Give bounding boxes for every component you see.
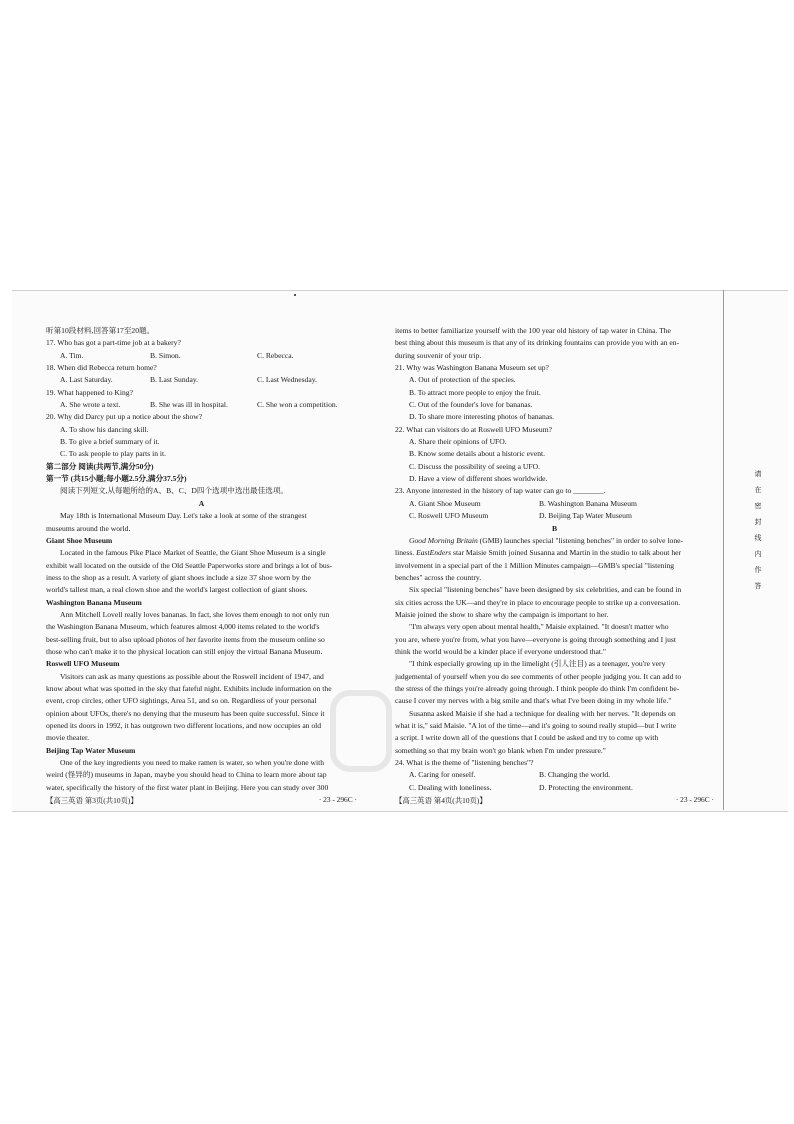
q23-option-b: B. Washington Banana Museum [539, 498, 637, 508]
water-cont-line-3: during souvenir of your trip. [395, 350, 482, 360]
show-title: Good Morning Britain [409, 535, 478, 545]
heading-tap-water: Beijing Tap Water Museum [46, 745, 136, 755]
q24-option-c: C. Dealing with loneliness. [409, 782, 492, 792]
water-cont-line-2: best thing about this museum is that any of its drinking fountains can provide you with an en- [395, 338, 680, 348]
q20-option-a: A. To show his dancing skill. [60, 424, 149, 434]
b-para3-line-1: "I'm always very open about mental health," Maisie explained. "It doesn't matter who [409, 622, 669, 632]
right-footer [395, 795, 714, 806]
q18-options [46, 374, 357, 386]
b-para1-text-c: star Maisie Smith joined Susanna and Martin in the studio to talk about her [451, 548, 682, 558]
b-para4-line-2: judgemental of yourself when you do see comments of other people judging you. It can add to [395, 671, 682, 681]
part2-title: 第二部分 阅读(共两节,满分50分) [46, 461, 154, 471]
shoe-line-2: exhibit wall located on the outside of the Old Seattle Paperworks store and brings a lot of bus- [46, 560, 333, 570]
listening-intro: 听第10段材料,回答第17至20题。 [46, 326, 155, 335]
q17-option-b: B. Simon. [150, 350, 181, 360]
q21-option-c: C. Out of the founder's love for bananas. [409, 400, 533, 410]
reading-instruction: 阅读下列短文,从每题所给的A、B、C、D四个选项中选出最佳选项。 [60, 486, 289, 496]
q19-option-b: B. She was ill in hospital. [150, 400, 228, 410]
b-para4-line-1: "I think especially growing up in the limelight (引人注目) as a teenager, you're very [409, 659, 666, 669]
b-para3-line-3: think the world would be a kinder place if everyone understood that." [395, 646, 607, 656]
shoe-line-1: Located in the famous Pike Place Market of Seattle, the Giant Shoe Museum is a single [60, 548, 326, 558]
question-19: 19. What happened to King? [46, 387, 133, 397]
question-23: 23. Anyone interested in the history of tap water can go to ________. [395, 486, 606, 496]
b-para3-line-2: you are, where you're from, what you have—everyone is going through something and I just [395, 634, 677, 644]
left-column [46, 325, 357, 794]
q22-option-a: A. Share their opinions of UFO. [409, 437, 507, 447]
b-para1-line-2 [395, 547, 714, 559]
q22-option-d: D. Have a view of different shoes worldwide. [409, 474, 548, 484]
heading-banana: Washington Banana Museum [46, 597, 142, 607]
q18-option-b: B. Last Sunday. [150, 375, 199, 385]
banana-line-4: those who can't make it to the physical location can still enjoy the virtual Banana Museum. [46, 646, 323, 656]
q23-option-d: D. Beijing Tap Water Museum [539, 511, 632, 521]
ufo-line-4: opinion about UFOs, there's no denying that the museum has been quite successful. Since it [46, 708, 325, 718]
seal-char: 请 [754, 470, 762, 478]
intro-line-1: May 18th is International Museum Day. Let's take a look at some of the strangest [60, 511, 307, 521]
question-21: 21. Why was Washington Banana Museum set up? [395, 363, 549, 373]
b-para2-line-2: six cities across the UK—and they're in place to encourage people to strike up a conversation. [395, 597, 681, 607]
water-cont-line-1: items to better familiarize yourself with the 100 year old history of tap water in China. The [395, 326, 671, 335]
q18-option-c: C. Last Wednesday. [257, 375, 317, 385]
q22-option-b: B. Know some details about a historic event. [409, 449, 546, 459]
intro-line-2: museums around the world. [46, 523, 131, 533]
q21-option-a: A. Out of protection of the species. [409, 375, 516, 385]
question-20: 20. Why did Darcy put up a notice about the show? [46, 412, 203, 422]
right-page-code: · 23 - 296C · [675, 795, 714, 804]
seal-char: 封 [754, 518, 762, 526]
q23-options-row-1 [395, 498, 714, 510]
q24-options-row-2 [395, 782, 714, 794]
left-footer [46, 795, 357, 806]
left-page-label: 【高三英语 第3页(共10页)】 [46, 796, 138, 805]
shoe-line-3: iness to the shop as a result. A variety of giant shoes include a size 37 shoe worn by the [46, 572, 311, 582]
b-para4-line-3: the stress of the things you're already going through. I think people do think I'm confident be- [395, 683, 680, 693]
b-para2-line-3: Maisie joined the show to share why the campaign is important to her. [395, 609, 609, 619]
q20-option-c: C. To ask people to play parts in it. [60, 449, 167, 459]
question-18: 18. When did Rebecca return home? [46, 363, 157, 373]
q17-options [46, 350, 357, 362]
b-para5-line-3: a script. I write down all of the questions that I could be asked and try to come up with [395, 733, 659, 743]
q24-options-row-1 [395, 769, 714, 781]
b-para5-line-4: something so that my brain won't go blank when I'm under pressure." [395, 745, 606, 755]
seal-char: 线 [754, 534, 762, 542]
b-para1-line-4: benches" across the country. [395, 572, 482, 582]
seal-char: 答 [754, 582, 762, 590]
left-page-code: · 23 - 296C · [318, 795, 357, 804]
q18-option-a: A. Last Saturday. [60, 375, 113, 385]
scan-speck [294, 294, 296, 296]
question-24: 24. What is the theme of "listening benches"? [395, 758, 534, 768]
q19-options [46, 399, 357, 411]
shoe-line-4: world's tallest man, a real clown shoe and the world's largest collection of giant shoes. [46, 585, 308, 595]
section1-title: 第一节 (共15小题;每小题2.5分,满分37.5分) [46, 474, 187, 484]
right-column [395, 325, 714, 794]
seal-char: 内 [754, 550, 762, 558]
question-22: 22. What can visitors do at Roswell UFO Museum? [395, 424, 552, 434]
q19-option-c: C. She won a competition. [257, 400, 338, 410]
show-title-2: EastEnders [416, 548, 452, 558]
b-para5-line-2: what it is," said Maisie. "A lot of the time—and it's going to sound really stupid—but I write [395, 721, 677, 730]
water-line-2: weird (怪异的) museums in Japan, maybe you should head to China to learn more about tap [46, 770, 327, 780]
banana-line-1: Ann Mitchell Lovell really loves bananas. In fact, she loves them enough to not only run [60, 609, 330, 619]
ufo-line-5: opened its doors in 1992, it has outgrown two different locations, and now occupies an old [46, 721, 322, 730]
b-para4-line-4: cause I cover my nerves with a big smile and that's what I've been doing in my whole life." [395, 696, 672, 706]
heading-giant-shoe: Giant Shoe Museum [46, 535, 113, 545]
seal-line [723, 290, 724, 810]
q23-options-row-2 [395, 510, 714, 522]
q22-option-c: C. Discuss the possibility of seeing a UFO. [409, 461, 540, 471]
question-17: 17. Who has got a part-time job at a bakery? [46, 338, 181, 348]
q17-option-a: A. Tim. [60, 350, 84, 360]
seal-char: 在 [754, 486, 762, 494]
b-para5-line-1: Susanna asked Maisie if she had a technique for dealing with her nerves. "It depends on [409, 708, 676, 718]
passage-a-label: A [198, 498, 205, 508]
q23-option-a: A. Giant Shoe Museum [409, 498, 481, 508]
seal-char: 作 [754, 566, 762, 574]
q21-option-d: D. To share more interesting photos of bananas. [409, 412, 555, 422]
banana-line-2: the Washington Banana Museum, which features almost 4,000 items related to the world's [46, 622, 320, 632]
banana-line-3: best-selling fruit, but to also upload photos of her favorite items from the museum online so [46, 634, 325, 644]
seal-line-notice [753, 466, 763, 594]
q19-option-a: A. She wrote a text. [60, 400, 121, 410]
q24-option-b: B. Changing the world. [539, 770, 611, 780]
q24-option-d: D. Protecting the environment. [539, 782, 633, 792]
b-para1-line-3: involvement in a special part of the 1 Million Minutes campaign—GMB's special "listening [395, 560, 675, 570]
ufo-line-6: movie theater. [46, 733, 90, 743]
q20-option-b: B. To give a brief summary of it. [60, 437, 160, 447]
ufo-line-3: event, crop circles, other UFO sightings, Area 51, and so on. Regardless of your personal [46, 696, 317, 706]
passage-b-label: B [551, 523, 558, 533]
ufo-line-1: Visitors can ask as many questions as possible about the Roswell incident of 1947, and [60, 671, 324, 681]
ufo-line-2: know about what was spotted in the sky that fateful night. Exhibits include information on the [46, 683, 332, 693]
seal-char: 密 [754, 502, 762, 510]
b-para2-line-1: Six special "listening benches" have been designed by six celebrities, and can be found in [409, 585, 682, 595]
q17-option-c: C. Rebecca. [257, 350, 294, 360]
b-para1-text-a: (GMB) launches special "listening benches" in order to solve lone- [477, 535, 684, 545]
q23-option-c: C. Roswell UFO Museum [409, 511, 489, 521]
water-line-3: water, specifically the history of the first water plant in Beijing. Here you can study over 300 [46, 782, 329, 792]
q24-option-a: A. Caring for oneself. [409, 770, 476, 780]
b-para1-line-1 [395, 535, 714, 547]
b-para1-text-b: liness. [395, 548, 417, 558]
heading-ufo: Roswell UFO Museum [46, 659, 120, 669]
q21-option-b: B. To attract more people to enjoy the fruit. [409, 387, 541, 397]
right-page-label: 【高三英语 第4页(共10页)】 [395, 796, 487, 805]
water-line-1: One of the key ingredients you need to make ramen is water, so when you're done with [60, 758, 325, 768]
